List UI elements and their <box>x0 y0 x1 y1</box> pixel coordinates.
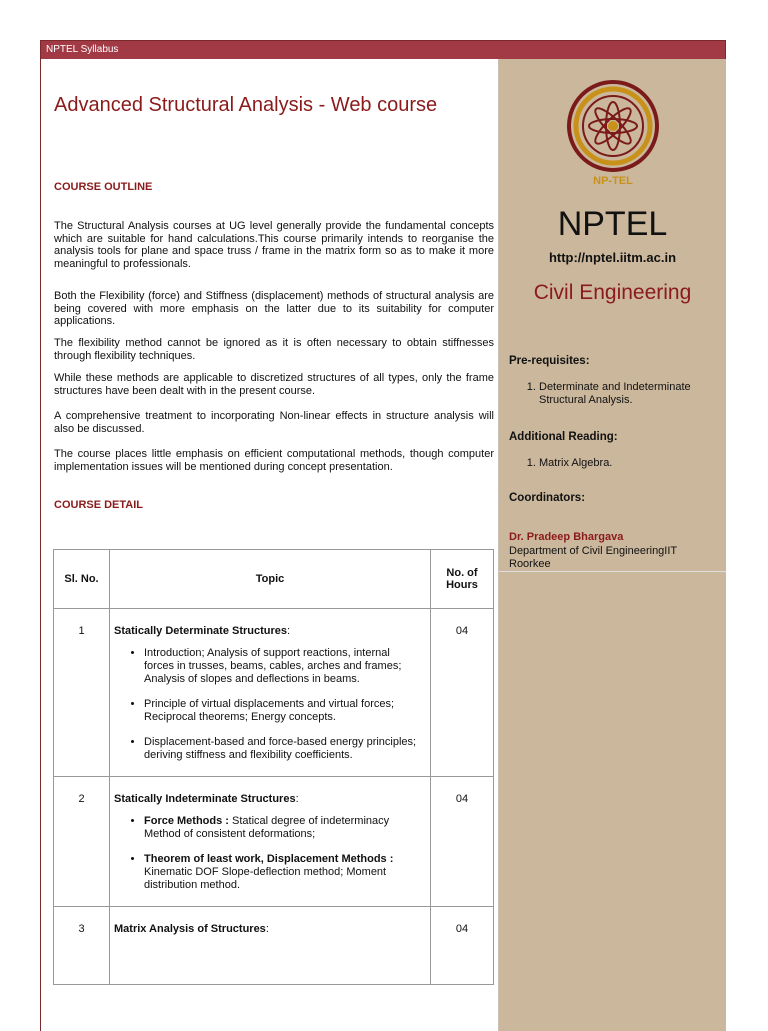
outline-paragraph: The course places little emphasis on efficient computational methods, though computer implementation issues will be mentioned during concept presentation. <box>54 448 494 473</box>
col-header-sl: Sl. No. <box>54 550 110 609</box>
row-topic-title: Matrix Analysis of Structures <box>114 923 266 935</box>
list-item: • Principle of virtual displacements and virtual forces; Reciprocal theorems; Energy concepts. <box>144 698 426 724</box>
main-content <box>41 59 497 1031</box>
coordinators-heading: Coordinators: <box>509 492 586 504</box>
list-item: 1. Matrix Algebra. <box>539 457 729 470</box>
reading-list <box>509 457 729 470</box>
sidebar-divider <box>499 571 726 572</box>
row-hours: 04 <box>431 777 494 907</box>
row-sl: 1 <box>54 609 110 777</box>
row-topic: Matrix Analysis of Structures: <box>110 907 431 985</box>
row-hours: 04 <box>431 907 494 985</box>
brand-url[interactable]: http://nptel.iitm.ac.in <box>548 250 677 265</box>
row-topic-title: Statically Determinate Structures <box>114 625 288 637</box>
list-item: • Introduction; Analysis of support reactions, internal forces in trusses, beams, cables, arches and frames; Analysis of slopes and deflections in beams. <box>144 647 426 686</box>
department-name: Civil Engineering <box>533 281 692 304</box>
list-item: • Displacement-based and force-based energy principles; deriving stiffness and flexibility coefficients. <box>144 736 426 762</box>
topic-list <box>114 815 426 892</box>
row-sl: 2 <box>54 777 110 907</box>
course-detail-heading: COURSE DETAIL <box>54 499 144 511</box>
page-frame <box>40 40 726 1031</box>
col-header-hours: No. of Hours <box>431 550 494 609</box>
list-item <box>144 815 426 841</box>
table-row <box>54 777 494 907</box>
brand-name: NPTEL <box>557 205 668 243</box>
row-sl: 3 <box>54 907 110 985</box>
outline-paragraph: The Structural Analysis courses at UG level generally provide the fundamental concepts which are suitable for hand calculations.This course primarily intends to reorganise the analysis tools for plane and space truss / frame in the matrix form so as to make it more meaningful to professionals. <box>54 220 494 270</box>
list-item-text: Kinematic DOF Slope-deflection method; Moment distribution method. <box>144 866 387 891</box>
table-row <box>54 609 494 777</box>
reading-heading: Additional Reading: <box>509 431 618 443</box>
prereq-list <box>509 381 729 407</box>
table-header-row <box>54 550 494 609</box>
outline-paragraph: While these methods are applicable to discretized structures of all types, only the frame structures have been dealt with in the present course. <box>54 372 494 397</box>
list-item-text: Statical degree of indeterminacy Method of consistent deformations; <box>144 815 390 840</box>
row-hours: 04 <box>431 609 494 777</box>
top-bar-label: NPTEL Syllabus <box>46 44 119 55</box>
coordinator-name: Dr. Pradeep Bhargava <box>509 531 624 543</box>
topic-list <box>114 647 426 762</box>
nptel-logo <box>561 78 665 188</box>
outline-paragraph: Both the Flexibility (force) and Stiffness (displacement) methods of structural analysis are being covered with more emphasis on the latter due to its suitability for computer applications. <box>54 290 494 327</box>
row-topic-title: Statically Indeterminate Structures <box>114 793 296 805</box>
prereq-heading: Pre-requisites: <box>509 355 590 367</box>
course-outline-heading: COURSE OUTLINE <box>54 181 153 193</box>
list-item <box>144 853 426 892</box>
list-item: 1. Determinate and Indeterminate Structural Analysis. <box>539 381 729 407</box>
list-item-bold: Force Methods : <box>144 815 229 827</box>
logo-text: NP-TEL <box>593 175 633 187</box>
row-topic: Statically Determinate Structures: • Introduction; Analysis of support reactions, internal forces in trusses, beams, cables, arches and frames; Analysis of slopes and deflections in beams. • Principle of virtual displacements and virtual forces; Reciprocal theorems; Energy concepts. • Displacement-based and force-based energy principles; deriving stiffness and flexibility coefficients. <box>110 609 431 777</box>
col-header-topic: Topic <box>110 550 431 609</box>
coordinator-department: Department of Civil EngineeringIIT Roorkee <box>509 545 677 570</box>
course-detail-table <box>53 549 494 985</box>
table-row <box>54 907 494 985</box>
outline-paragraph: The flexibility method cannot be ignored as it is often necessary to obtain stiffnesses through flexibility techniques. <box>54 337 494 362</box>
row-topic: Statically Indeterminate Structures: • Force Methods : Statical degree of indeterminacy Method of consistent deformations; • Theorem of least work, Displacement Methods : Kinematic DOF Slope-deflection method; Moment distribution method. <box>110 777 431 907</box>
page-title: Advanced Structural Analysis - Web course <box>54 94 438 116</box>
top-bar <box>41 41 725 59</box>
sidebar <box>498 59 726 1031</box>
list-item-bold: Theorem of least work, Displacement Methods : <box>144 853 394 865</box>
outline-paragraph: A comprehensive treatment to incorporating Non-linear effects in structure analysis will also be discussed. <box>54 410 494 435</box>
